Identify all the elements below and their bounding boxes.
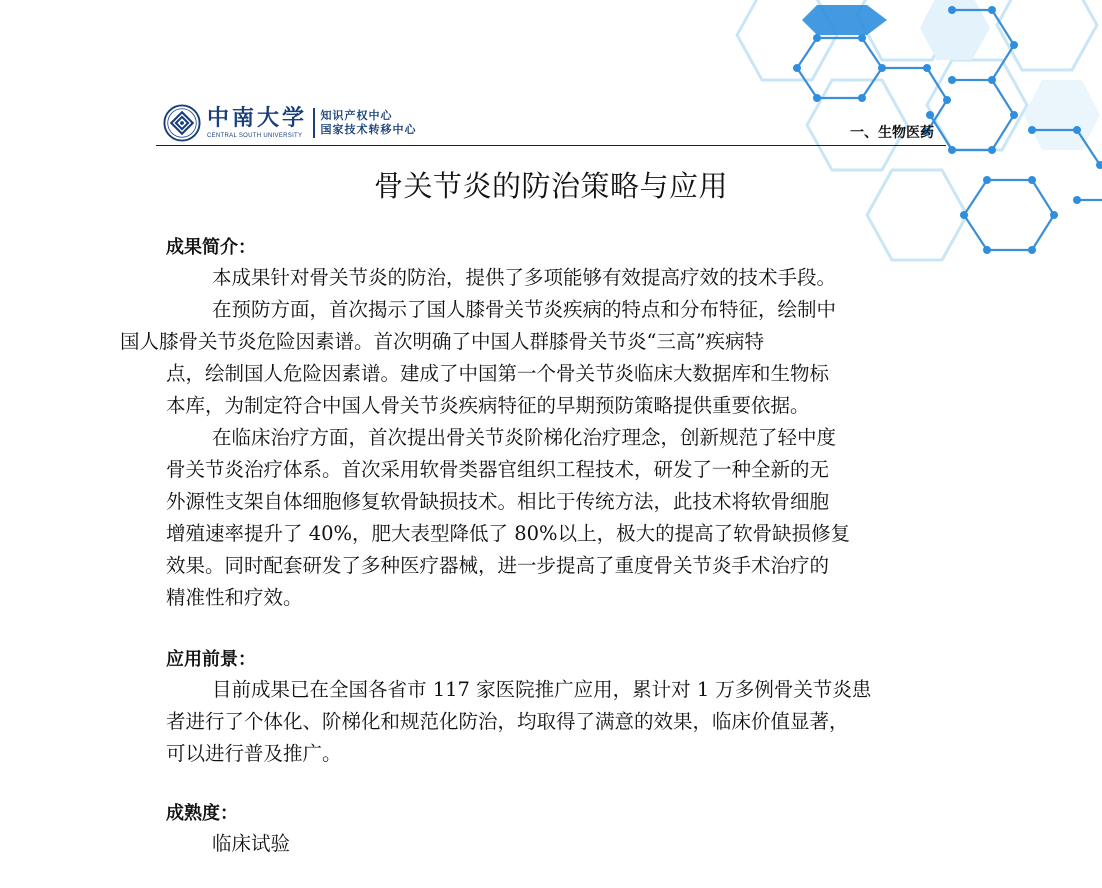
paragraph-line: 者进行了个体化、阶梯化和规范化防治，均取得了满意的效果，临床价值显著， — [166, 710, 849, 733]
section-heading: 成果简介： — [166, 237, 256, 258]
paragraph-line: 在临床治疗方面，首次提出骨关节炎阶梯化治疗理念，创新规范了轻中度 — [212, 426, 837, 449]
paragraph-line: 可以进行普及推广。 — [166, 742, 342, 765]
paragraph-line: 骨关节炎治疗体系。首次采用软骨类器官组织工程技术，研发了一种全新的无 — [166, 458, 830, 481]
paragraph-line: 本成果针对骨关节炎的防治，提供了多项能够有效提高疗效的技术手段。 — [212, 266, 837, 289]
section-heading: 成熟度： — [166, 803, 238, 824]
header-divider — [156, 145, 946, 146]
paragraph — [166, 674, 942, 770]
paragraph — [120, 294, 942, 422]
paragraph-line: 点，绘制国人危险因素谱。建成了中国第一个骨关节炎临床大数据库和生物标 — [166, 362, 830, 385]
center-name-line2: 国家技术转移中心 — [320, 123, 417, 136]
center-name-line1: 知识产权中心 — [320, 109, 393, 122]
paragraph-line: 增殖速率提升了 40%，肥大表型降低了 80%以上，极大的提高了软骨缺损修复 — [166, 522, 851, 545]
document-body — [120, 234, 942, 860]
paragraph-line: 外源性支架自体细胞修复软骨缺损技术。相比于传统方法，此技术将软骨细胞 — [166, 490, 830, 513]
university-logo — [163, 103, 417, 143]
paragraph-line: 本库，为制定符合中国人骨关节炎疾病特征的早期预防策略提供重要依据。 — [166, 394, 810, 417]
section-application-prospects — [166, 646, 942, 770]
document-title: 骨关节炎的防治策略与应用 — [373, 169, 728, 203]
section-achievement-summary — [120, 234, 942, 614]
paragraph — [166, 828, 942, 860]
paragraph — [166, 262, 942, 294]
section-maturity — [166, 800, 942, 860]
paragraph — [166, 422, 942, 614]
university-name: 中南大学 — [207, 105, 308, 131]
paragraph-line: 目前成果已在全国各省市 117 家医院推广应用，累计对 1 万多例骨关节炎患 — [212, 678, 872, 701]
paragraph-line: 国人膝骨关节炎危险因素谱。首次明确了中国人群膝骨关节炎“三高”疾病特 — [120, 330, 764, 353]
paragraph-line: 在预防方面，首次揭示了国人膝骨关节炎疾病的特点和分布特征，绘制中 — [212, 298, 837, 321]
university-english-name: CENTRAL SOUTH UNIVERSITY — [207, 133, 303, 139]
section-tag: 一、生物医药 — [850, 125, 934, 141]
paragraph-line: 效果。同时配套研发了多种医疗器械，进一步提高了重度骨关节炎手术治疗的 — [166, 554, 830, 577]
logo-divider — [313, 108, 315, 138]
paragraph-line: 精准性和疗效。 — [166, 586, 303, 609]
section-heading: 应用前景： — [166, 649, 256, 670]
paragraph-line: 临床试验 — [212, 832, 291, 855]
university-seal-icon — [163, 104, 201, 142]
